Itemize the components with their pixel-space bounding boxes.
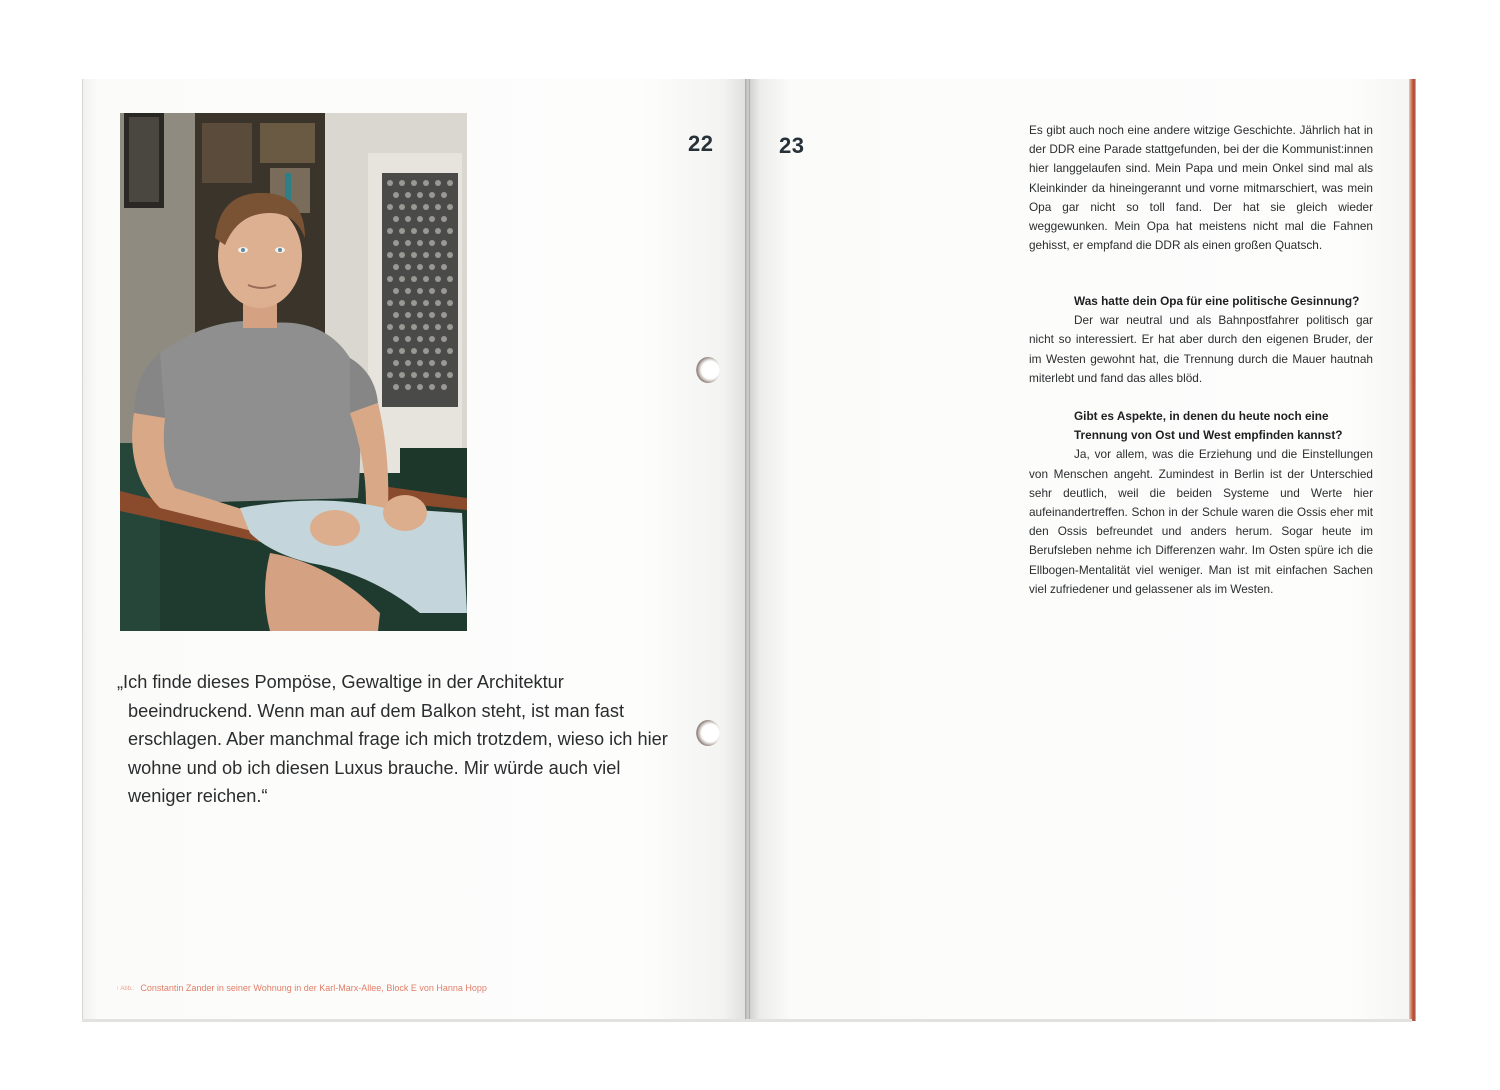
portrait-photo [120, 113, 467, 631]
page-shadow [82, 1019, 1412, 1022]
interview-block-1 [1029, 292, 1373, 388]
binder-hole [696, 357, 720, 383]
caption-marker: ↑ Abb.: [116, 986, 135, 992]
page-number-right: 23 [779, 133, 805, 158]
pull-quote: „Ich finde dieses Pompöse, Gewaltige in der Architektur beeindruckend. Wenn man auf dem Balkon steht, ist man fast erschlagen. Aber manchmal frage ich mich trotzdem, wieso ich hier wohne und ob ich diesen Luxus brauche. Mir würde auch viel weniger reichen.“ [117, 672, 668, 807]
binder-hole [696, 720, 720, 746]
interview-block-2 [1029, 407, 1373, 599]
interview-answer: Der war neutral und als Bahnpostfahrer politisch gar nicht so interessiert. Er hat aber durch den eigenen Bruder, der im Westen gewohnt hat, die Trennung durch die Mauer hautnah miterlebt und fand das alles blöd. [1029, 313, 1373, 385]
page-number-left: 22 [688, 131, 714, 156]
interview-question: Gibt es Aspekte, in denen du heute noch eine Trennung von Ost und West empfinden kannst? [1074, 409, 1343, 443]
caption-text: Constantin Zander in seiner Wohnung in der Karl-Marx-Allee, Block E von Hanna Hopp [140, 983, 487, 993]
interview-question: Was hatte dein Opa für eine politische Gesinnung? [1074, 294, 1360, 308]
photo-caption [116, 983, 487, 993]
interview-answer: Ja, vor allem, was die Erziehung und die Einstellungen von Menschen angeht. Zumindest in Berlin ist der Unterschied sehr deutlich, weil die beiden Systeme und Werte hier aufeinandertreffen. Schon in der Schule waren die Ossis eher mit den Ossis befreundet und anders herum. Sogar heute im Berufsleben nehme ich Differenzen wahr. Im Osten spüre ich die Ellbogen-Mentalität viel weniger. Man ist mit einfachen Sachen viel zufriedener und gelassener als im Westen. [1029, 447, 1373, 596]
body-paragraph: Es gibt auch noch eine andere witzige Geschichte. Jährlich hat in der DDR eine Parade stattgefunden, bei der die Kommunist:innen hier langgelaufen sind. Mein Papa und mein Onkel sind mal als Kleinkinder da hineingerannt und vorne mitmarschiert, was mein Opa gar nicht so toll fand. Der hat sie gleich wieder weggewunken. Mein Opa hat meistens nicht mal die Fahnen gehisst, er empfand die DDR als einen großen Quatsch. [1029, 123, 1373, 253]
page-edge [1409, 79, 1416, 1021]
